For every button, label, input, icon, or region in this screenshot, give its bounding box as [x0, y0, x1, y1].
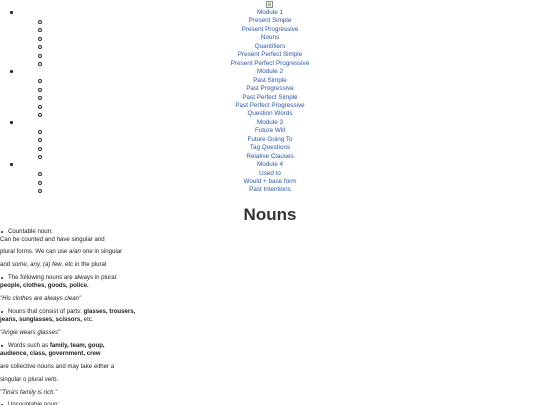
countable-desc-3: and some, any, (a) few, etc in the plural: [0, 261, 107, 268]
lesson-label: Quantifiers: [254, 42, 286, 50]
lesson-label: Future Going To: [247, 135, 293, 143]
module-label: Module 2: [257, 68, 283, 76]
lesson-label: Present Perfect Progressive: [230, 59, 310, 67]
lesson-label: Past Progressive: [246, 85, 294, 93]
collective-desc-1: are collective nouns and may take either a: [0, 363, 115, 370]
bullet-circle-icon: [38, 42, 42, 50]
countable-desc-1: Can be counted and have singular and: [0, 236, 105, 243]
countable-desc-2: plural forms. We can use a/an one in singular: [0, 248, 123, 255]
bullet-circle-icon: [38, 76, 42, 84]
bullet-circle-icon: [38, 93, 42, 101]
lesson-label: Present Progressive: [241, 25, 299, 33]
bullet-circle-icon: [38, 143, 42, 151]
bullet-circle-icon: [38, 135, 42, 143]
collective-note: Words such as family, team, goup,: [8, 342, 105, 349]
bullet-circle-icon: [38, 177, 42, 185]
lesson-label: Used to: [259, 169, 281, 177]
collective-desc-2: singular o plural verb.: [0, 376, 59, 383]
bullet-disc-icon: [10, 118, 13, 124]
lesson-label: Present Perfect Simple: [237, 51, 303, 59]
lesson-label: Past Intentions: [249, 186, 291, 194]
bullet-circle-icon: [38, 33, 42, 41]
pairs-note: Nouns that consist of parts: glasses, trousers,: [8, 308, 136, 315]
bullet-circle-icon: [38, 16, 42, 24]
bullet-circle-icon: [38, 101, 42, 109]
bullet-disc-icon: [10, 67, 13, 73]
bullet-circle-icon: [38, 25, 42, 33]
lesson-label: Past Perfect Progressive: [235, 102, 305, 109]
lesson-label: Nouns: [260, 34, 280, 42]
lesson-label: Tag Questions: [249, 144, 291, 152]
lesson-link[interactable]: [0, 185, 540, 194]
uncountable-heading: Uncountable noun:: [8, 401, 59, 405]
module-label: Module 4: [257, 161, 283, 169]
pairs-example: "Angie wears glasses": [0, 329, 61, 336]
countable-heading: Countable noun:: [8, 228, 53, 235]
bullet-circle-icon: [38, 109, 42, 117]
collective-examples: audience, class, government, crew: [0, 350, 101, 357]
lesson-label: Present Simple: [248, 17, 292, 25]
broken-image-icon: [266, 1, 273, 8]
bullet-circle-icon: [38, 50, 42, 58]
lesson-label: Past Simple: [253, 76, 287, 84]
bullet-disc-icon: [10, 8, 13, 14]
collective-example: "Tina's family is rich.": [0, 389, 58, 396]
lesson-label: Past Perfect Simple: [242, 93, 298, 101]
pairs-examples: jeans, sunglasses, scissors, etc.: [0, 316, 94, 323]
bullet-circle-icon: [38, 84, 42, 92]
lesson-label: Would + base form: [243, 178, 297, 185]
lesson-label: Question Words: [247, 110, 293, 118]
bullet-circle-icon: [38, 185, 42, 193]
bullet-circle-icon: [38, 169, 42, 177]
module-label: Module 3: [257, 118, 283, 126]
bullet-circle-icon: [38, 126, 42, 134]
plural-example: "His clothes are always clean": [0, 295, 82, 302]
module-label: Module 1: [257, 9, 283, 16]
bullet-disc-icon: [10, 160, 13, 166]
lesson-label: Relative Clauses: [246, 152, 294, 160]
plural-always-note: The following nouns are always in plural.: [8, 274, 118, 281]
bullet-circle-icon: [38, 152, 42, 160]
page-title: Nouns: [243, 205, 297, 224]
bullet-circle-icon: [38, 59, 42, 67]
plural-always-examples: people, clothes, goods, police.: [0, 282, 89, 289]
lesson-label: Future Will: [254, 127, 286, 135]
